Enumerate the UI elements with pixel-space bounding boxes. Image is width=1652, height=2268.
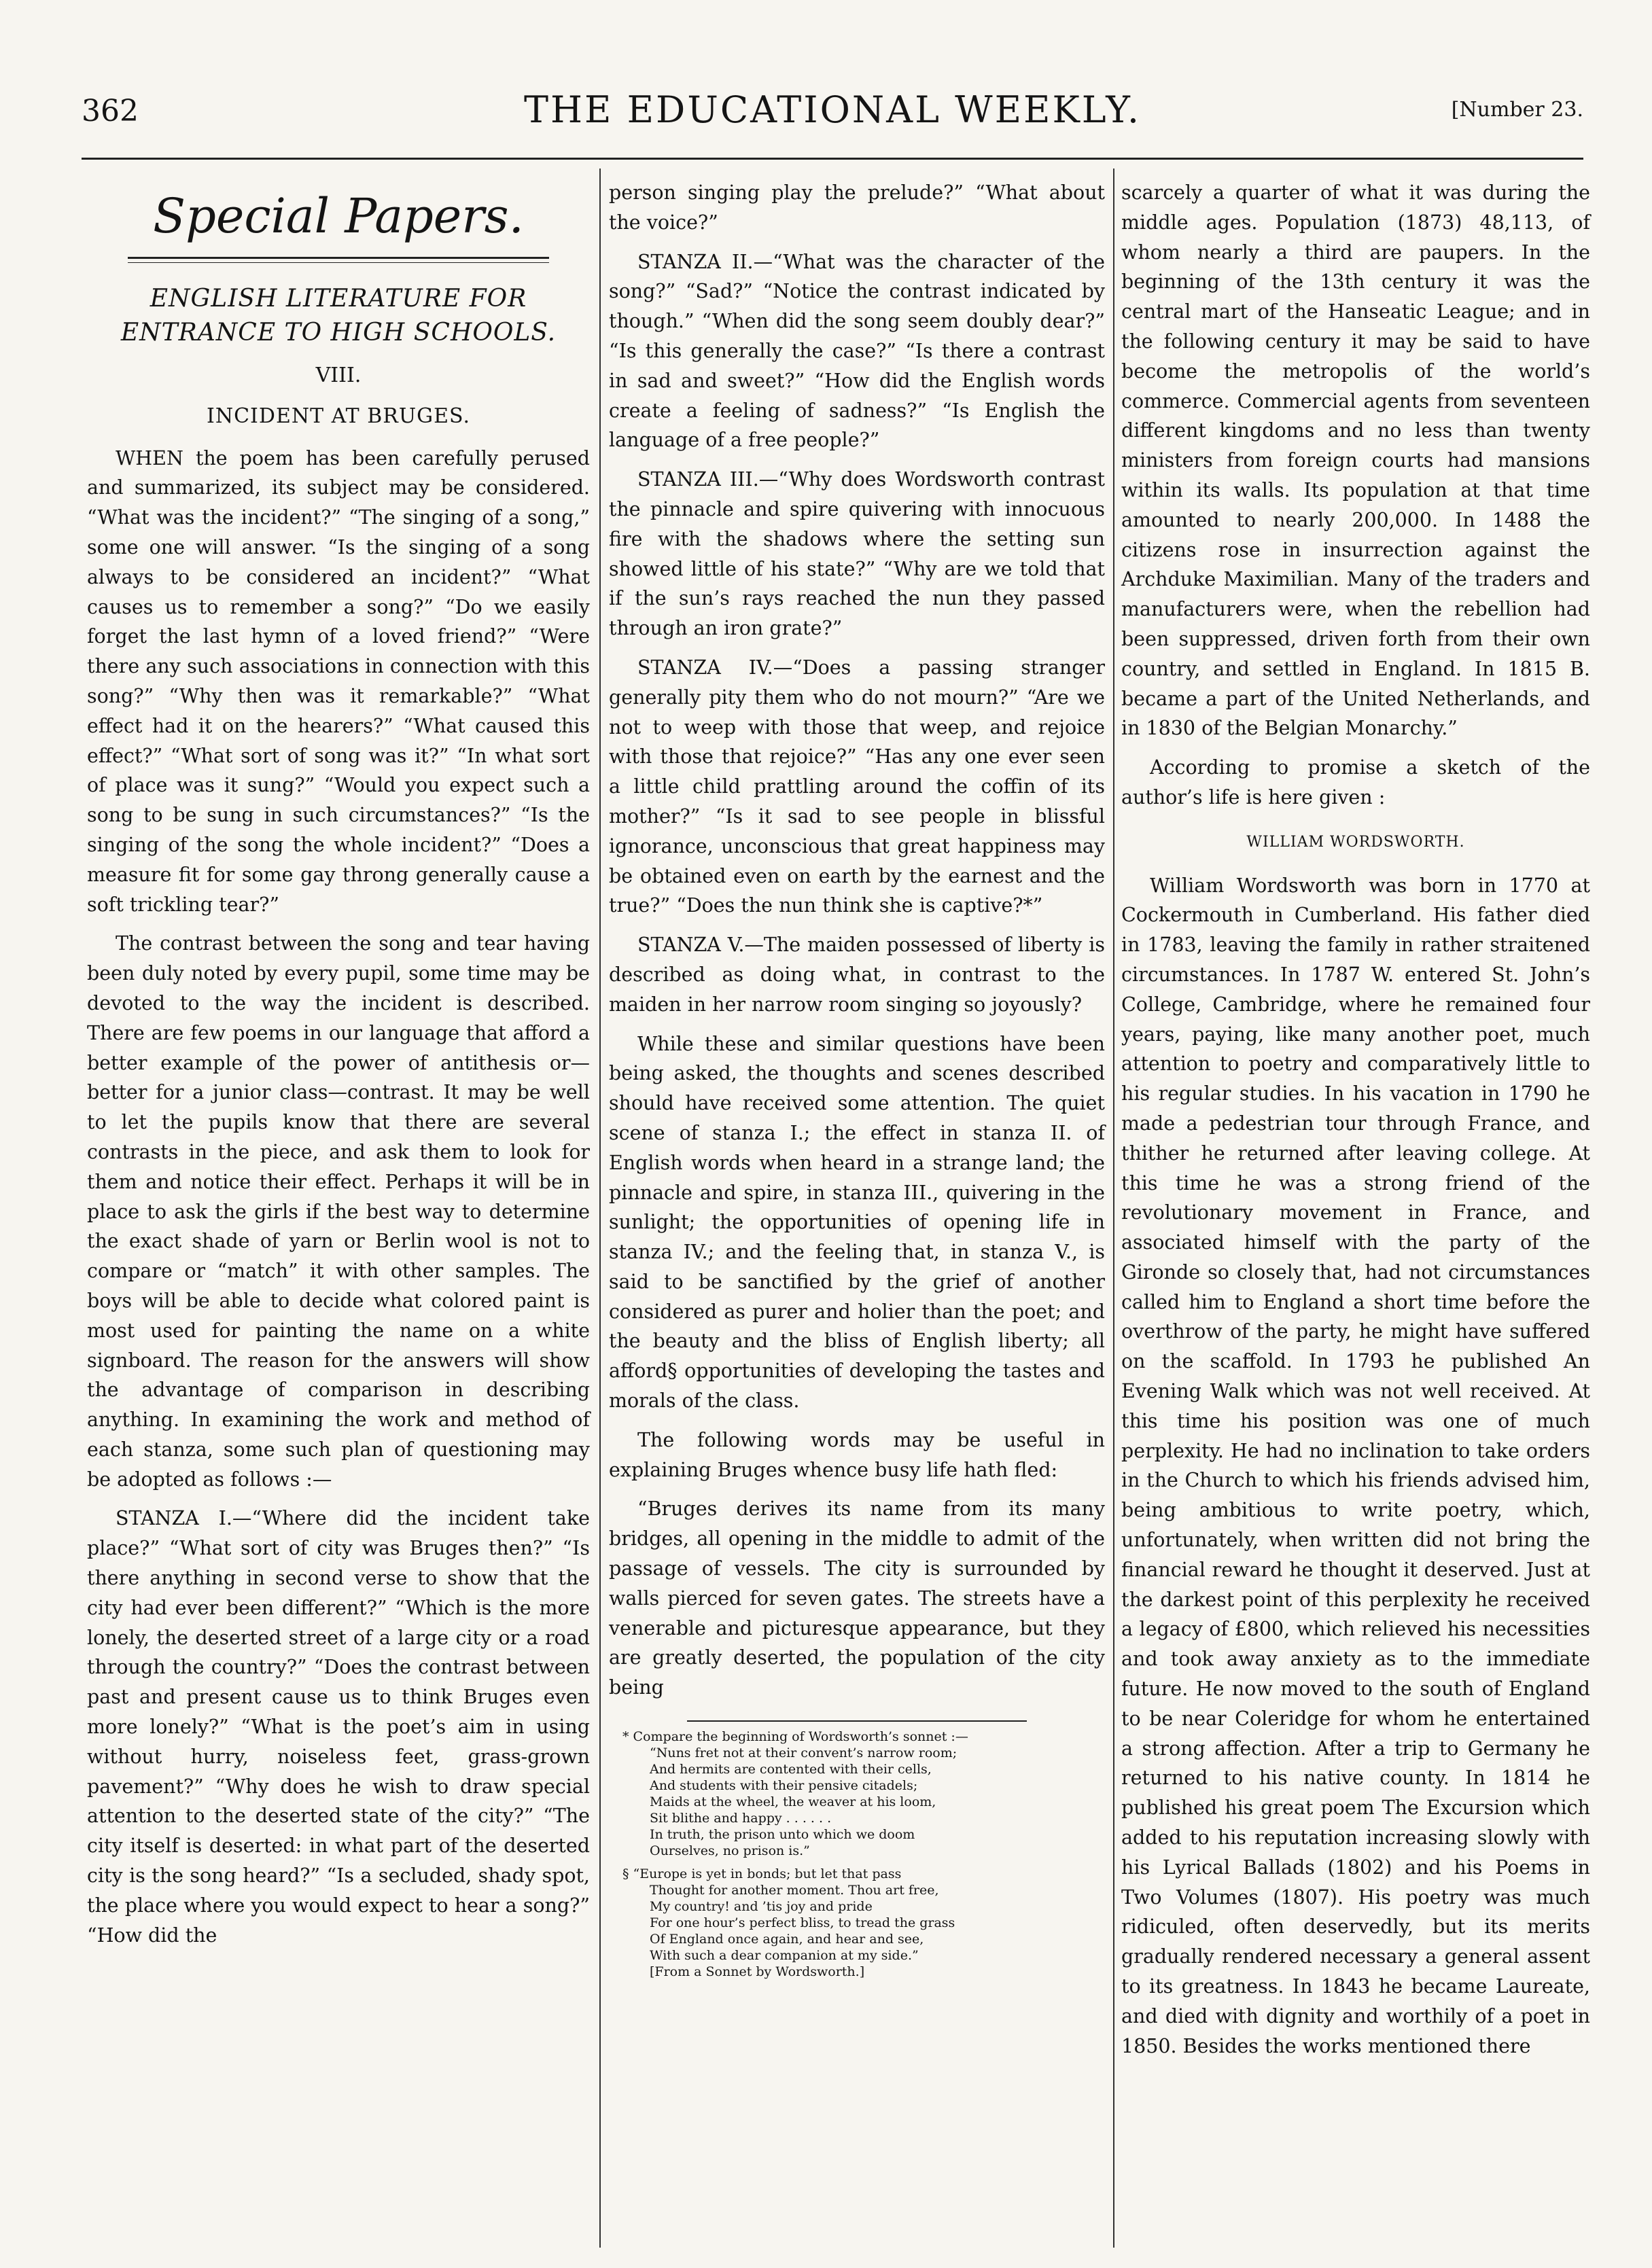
paragraph: The contrast between the song and tear having been duly noted by every pupil, some time may be devoted to the way the incident is described. There are few poems in our language that afford a better example of the power of antithesis or—better for a junior class—contrast. It may be well to let the pupils know that there are several contrasts in the piece, and ask them to look for them and notice their effect. Perhaps it will be in place to ask the girls if the best way to determine the exact shade of yarn or Berlin wool is not to compare or “match” it with other samples. The boys will be able to decide what colored paint is most used for painting the name on a white signboard. The reason for the answers will show the advantage of comparison in describing anything. In examining the work and method of each stanza, some such plan of questioning may be adopted as follows :— — [87, 932, 590, 1491]
column-1 — [87, 178, 590, 1960]
paragraph: scarcely a quarter of what it was during the middle ages. Population (1873) 48,113, of whom nearly a third are paupers. In the beginning of the 13th century it was the central mart of the Hanseatic League; and in the following century it may be said to have become the metropolis of the world’s commerce. Commercial agents from seventeen different kingdoms and no less than twenty ministers from foreign courts had mansions within its walls. Its population at that time amounted to nearly 200,000. In 1488 the citizens rose in insurrection against the Archduke Maximilian. Many of the traders and manufacturers were, when the rebellion had been suppressed, driven forth from their own country, and settled in England. In 1815 B. became a part of the United Netherlands, and in 1830 of the Belgian Monarchy.” — [1121, 181, 1590, 740]
column-divider — [599, 169, 601, 2248]
footnote-line: Ourselves, no prison is.” — [650, 1843, 810, 1859]
paragraph: While these and similar questions have been being asked, the thoughts and scenes described should have received some attention. The quiet scene of stanza I.; the effect in stanza II. of English words when heard in a strange land; the pinnacle and spire, in stanza III., quivering in the sunlight; the opportunities of opening life in stanza IV.; and the feeling that, in stanza V., is said to be sanctified by the grief of another considered as purer and holier than the poet; and the beauty and the bliss of English liberty; all afford§ opportunities of developing the tastes and morals of the class. — [609, 1032, 1105, 1413]
footnote-line: And students with their pensive citadels; — [650, 1778, 918, 1794]
biography-paragraph: William Wordsworth was born in 1770 at Cockermouth in Cumberland. His father died in 1783, leaving the family in rather straitened circumstances. In 1787 W. entered St. John’s College, Cambridge, where he remained four years, paying, like many another poet, much attention to poetry and comparatively little to his regular studies. In his vacation in 1790 he made a pedestrian tour through France, and thither he returned after leaving college. At this time he was a strong friend of the revolutionary movement in France, and associated himself with the party of the Gironde so closely that, had not circumstances called him to England a short time before the overthrow of the party, he might have suffered on the scaffold. In 1793 he published An Evening Walk which was not well received. At this time his position was one of much perplexity. He had no inclination to take orders in the Church to which his friends advised him, being ambitious to write poetry, which, unfortunately, when written did not bring the financial reward he thought it deserved. Just at the darkest point of this perplexity he received a legacy of £800, which relieved his necessities and took away anxiety as to the immediate future. He now moved to the south of England to be near Coleridge for whom he entertained a strong affection. After a trip to Germany he returned to his native county. In 1814 he published his great poem The Excursion which added to his reputation increasing slowly with his Lyrical Ballads (1802) and his Poems in Two Volumes (1807). His poetry was much ridiculed, often deservedly, but its merits gradually rendered necessary a general assent to its greatness. In 1843 he became Laureate, and died with dignity and worthily of a poet in 1850. Besides the works mentioned there — [1121, 874, 1590, 2057]
paragraph: STANZA V.—The maiden possessed of liberty is described as doing what, in contrast to the maiden in her narrow room singing so joyously? — [609, 934, 1105, 1016]
section-rule — [128, 257, 549, 263]
paragraph: STANZA IV.—“Does a passing stranger generally pity them who do not mourn?” “Are we not to weep with those that weep, and rejoice with those that rejoice?” “Has any one ever seen a little child prattling around the coffin of its mother?” “Is it sad to see people in blissful ignorance, unconscious that great happiness may be obtained even on earth by the earnest and the true?” “Does the nun think she is captive?*” — [609, 656, 1105, 917]
footnote-line: Of England once again, and hear and see, — [650, 1932, 924, 1947]
column-3 — [1121, 178, 1590, 2070]
page-header — [82, 88, 1583, 149]
paragraph: WHEN the poem has been carefully perused and summarized, its subject may be considered. “What was the incident?” “The singing of a song,” some one will answer. “Is the singing of a song always to be considered an incident?” “What causes us to remember a song?” “Do we easily forget the last hymn of a loved friend?” “Were there any such associations in connection with this song?” “Why then was it remarkable?” “What effect had it on the hearers?” “What caused this effect?” “What sort of song was it?” “In what sort of place was it sung?” “Would you expect such a song to be sung in such circumstances?” “Is the singing of the song the whole incident?” “Does a measure fit for some gay throng generally cause a soft trickling tear?” — [87, 446, 590, 916]
footnote-line: Maids at the wheel, the weaver at his loom, — [650, 1794, 936, 1810]
footnote-line: * Compare the beginning of Wordsworth’s sonnet :— — [622, 1729, 968, 1745]
footnote-line: Thought for another moment. Thou art free, — [650, 1883, 939, 1898]
paragraph: person singing play the prelude?” “What about the voice?” — [609, 181, 1105, 234]
journal-title: THE EDUCATIONAL WEEKLY. — [523, 88, 1142, 131]
issue-number: [Number 23. — [1451, 98, 1583, 122]
page-number: 362 — [82, 94, 139, 128]
footnote-1 — [622, 1729, 1105, 1859]
paragraph: STANZA I.—“Where did the incident take place?” “What sort of city was Bruges then?” “Is there anything in second verse to show that the city had ever been different?” “Which is the more lonely, the deserted street of a large city or a road through the country?” “Does the contrast between past and present cause us to think Bruges even more lonely?” “What is the poet’s aim in using without hurry, noiseless feet, grass-grown pavement?” “Why does he wish to draw special attention to the deserted state of the city?” “The city itself is deserted: in what part of the deserted city is the song heard?” “Is a secluded, shady spot, the place where you would expect to hear a song?” “How did the — [87, 1507, 590, 1947]
footnote-line: Sit blithe and happy . . . . . . — [650, 1811, 832, 1826]
footnote-rule — [687, 1720, 1027, 1722]
article-subtitle: INCIDENT AT BRUGES. — [206, 404, 471, 428]
footnote-line: § “Europe is yet in bonds; but let that pass — [622, 1866, 902, 1882]
article-title: ENGLISH LITERATURE FOR ENTRANCE TO HIGH SCHOOLS. — [120, 285, 557, 347]
paragraph: According to promise a sketch of the author’s life is here given : — [1121, 756, 1590, 809]
header-rule — [82, 158, 1583, 160]
footnote-line: For one hour’s perfect bliss, to tread the grass — [650, 1915, 955, 1931]
biography-heading: WILLIAM WORDSWORTH. — [1246, 833, 1465, 851]
column-2 — [609, 178, 1105, 1987]
footnote-source: [From a Sonnet by Wordsworth.] — [650, 1964, 865, 1980]
paragraph: “Bruges derives its name from its many bridges, all opening in the middle to admit of the passage of vessels. The city is surrounded by walls pierced for seven gates. The streets have a venerable and picturesque appearance, but they are greatly deserted, the population of the city being — [609, 1498, 1105, 1699]
paragraph: The following words may be useful in explaining Bruges whence busy life hath fled: — [609, 1428, 1105, 1481]
article-number: VIII. — [315, 364, 362, 387]
footnote-line: With such a dear companion at my side.” — [650, 1948, 919, 1964]
footnote-line: My country! and ’tis joy and pride — [650, 1899, 873, 1915]
paragraph: STANZA III.—“Why does Wordsworth contrast the pinnacle and spire quivering with innocuous fire with the shadows where the setting sun showed little of his state?” “Why are we told that if the sun’s rays reached the nun they passed through an iron grate?” — [609, 468, 1105, 640]
paragraph: STANZA II.—“What was the character of the song?” “Sad?” “Notice the contrast indicated by though.” “When did the song seem doubly dear?” “Is this generally the case?” “Is there a contrast in sad and sweet?” “How did the English words create a feeling of sadness?” “Is English the language of a free people?” — [609, 250, 1105, 452]
footnote-line: In truth, the prison unto which we doom — [650, 1827, 915, 1843]
column-divider — [1113, 169, 1114, 2248]
footnote-line: And hermits are contented with their cells, — [650, 1762, 932, 1777]
footnote-2 — [622, 1866, 1105, 1980]
section-title: Special Papers. — [153, 188, 524, 244]
footnote-line: “Nuns fret not at their convent’s narrow room; — [650, 1746, 957, 1761]
